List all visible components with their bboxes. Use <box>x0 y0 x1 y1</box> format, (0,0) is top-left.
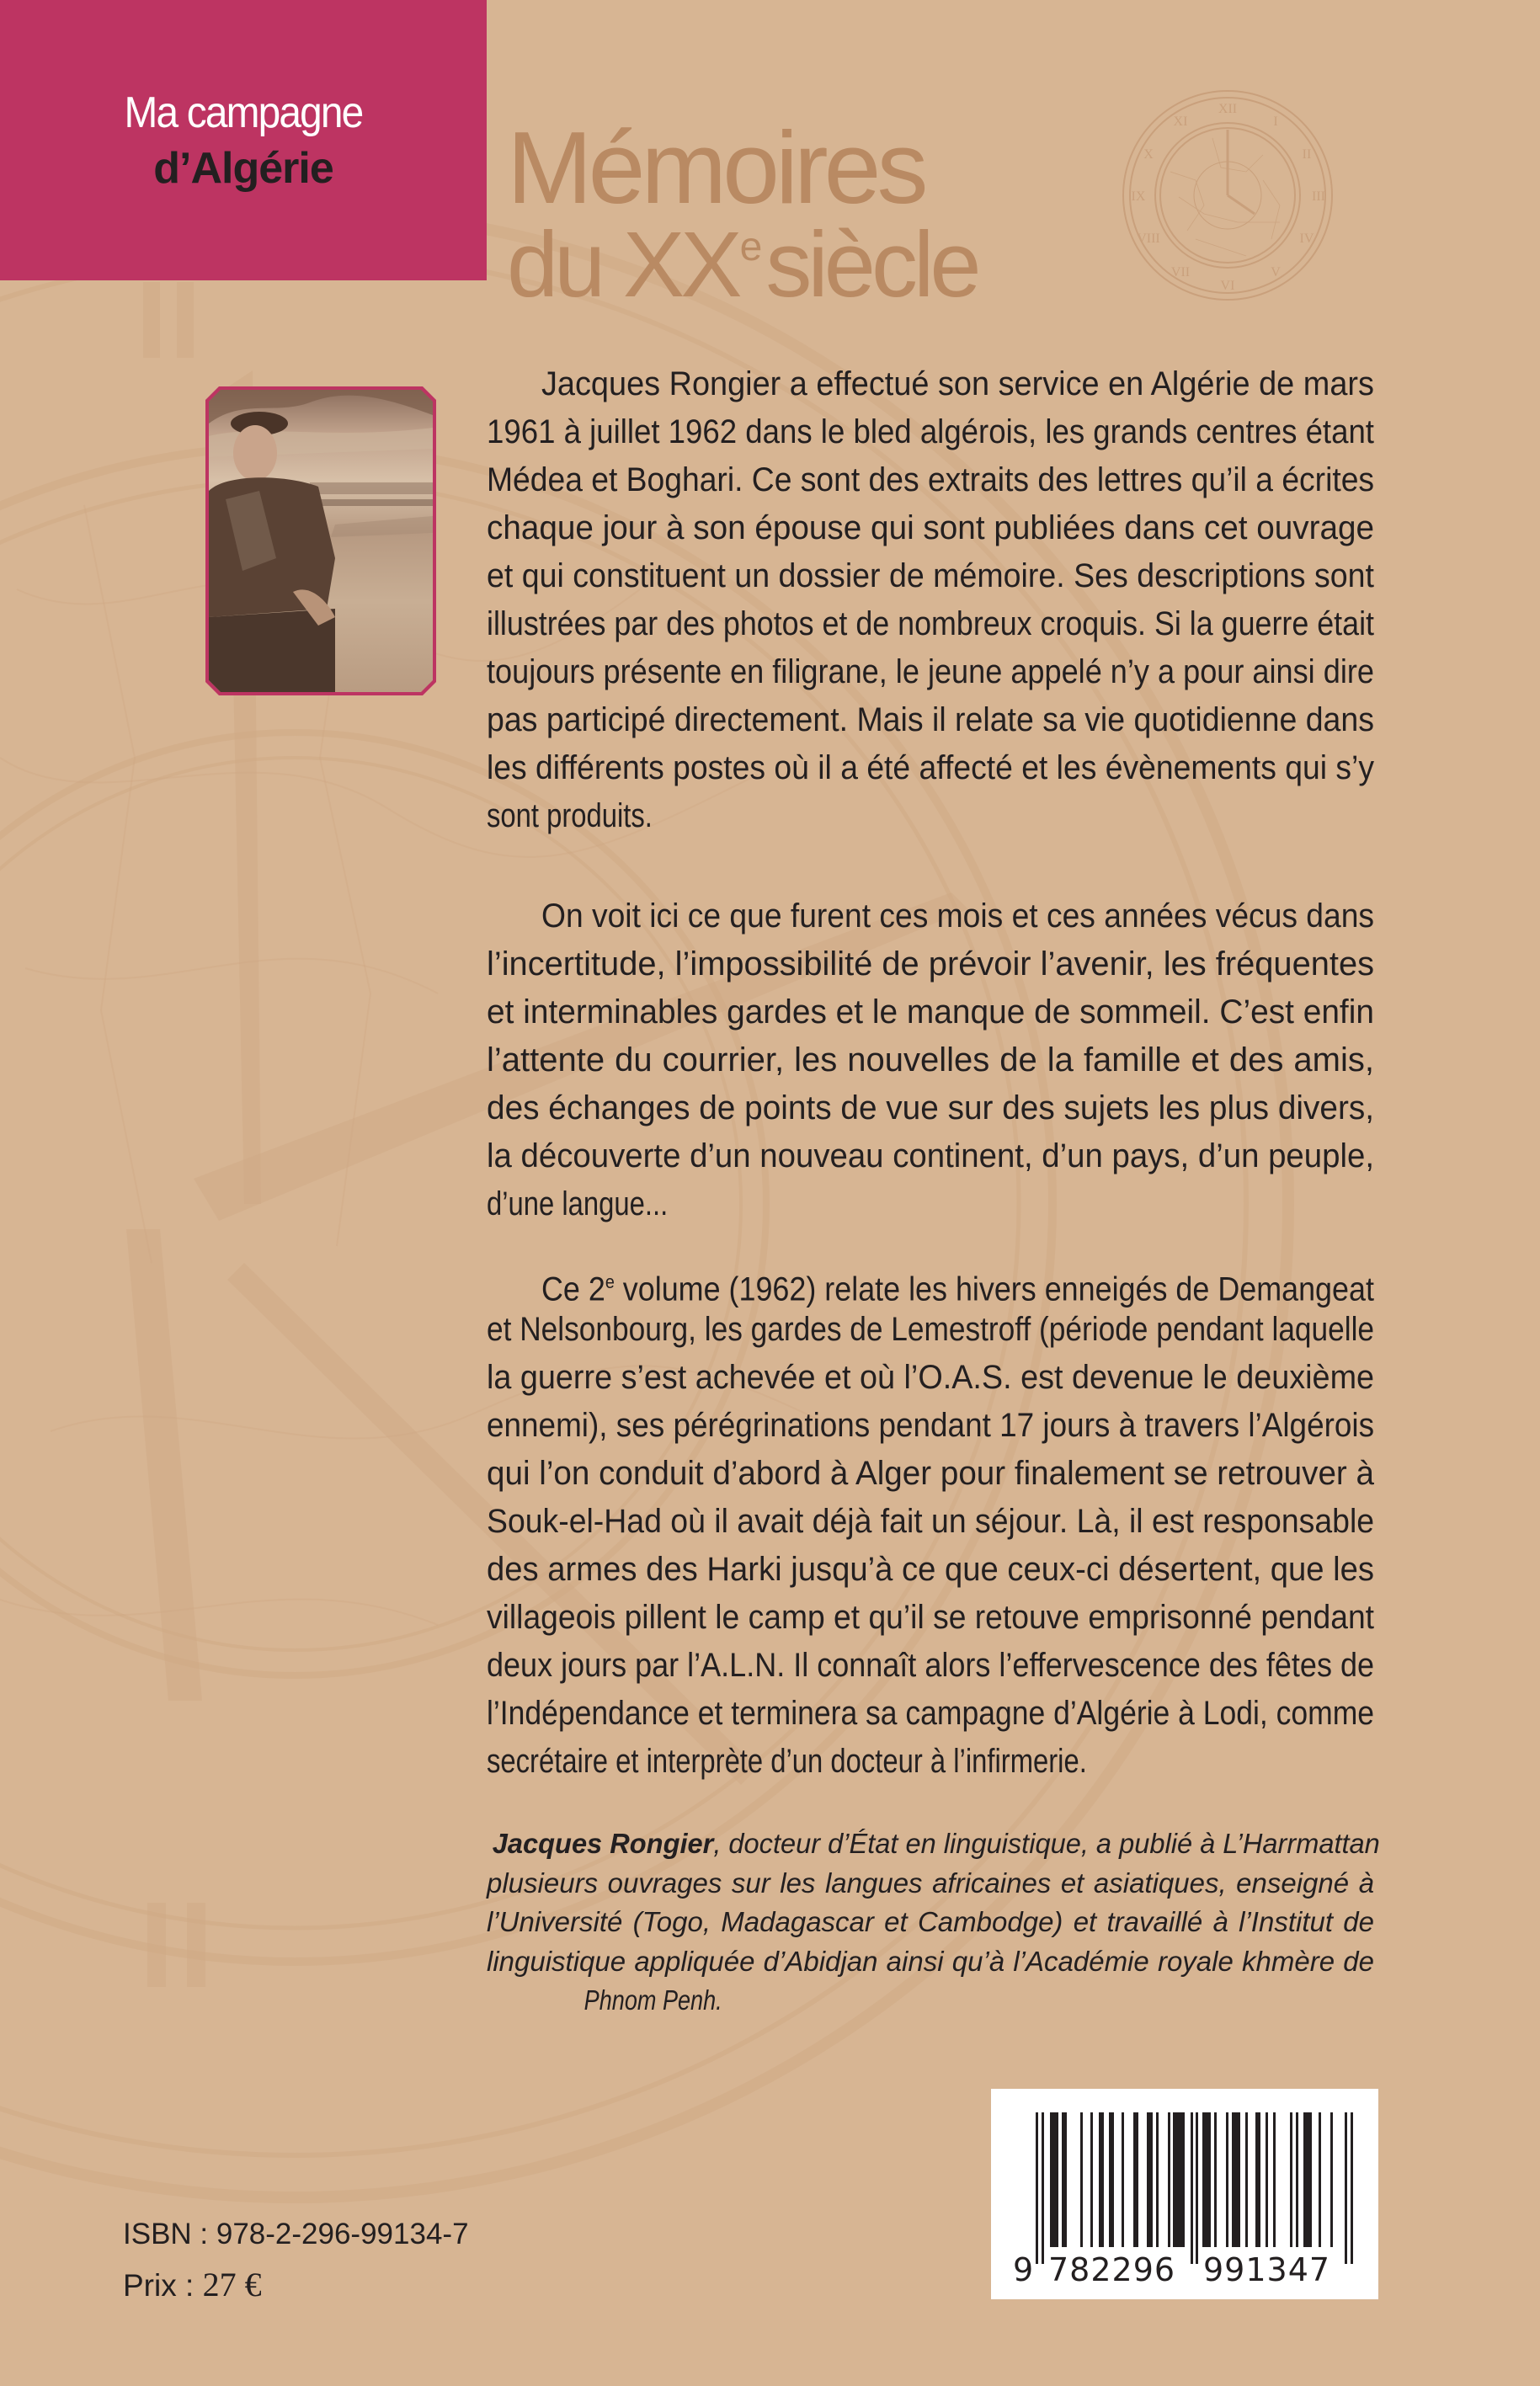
paragraph-line: illustrées par des photos et de nombreux croquis. Si la guerre était <box>487 605 1374 642</box>
ordinal-superscript: e <box>605 1271 615 1292</box>
svg-text:VIII: VIII <box>1137 232 1160 246</box>
paragraph-line: On voit ici ce que furent ces mois et ces années vécus dans <box>541 897 1375 935</box>
paragraph-line: la guerre s’est achevée et où l’O.A.S. est devenue le deuxième <box>487 1359 1375 1396</box>
svg-text:III: III <box>1312 189 1325 204</box>
clock-emblem-icon <box>1120 88 1335 303</box>
paragraph-line: des armes des Harki jusqu’à ce que ceux-ci désertent, que les <box>487 1551 1375 1588</box>
series-title-suffix: siècle <box>765 213 978 317</box>
paragraph-line: toujours présente en filigrane, le jeune appelé n’y a pour ainsi dire <box>487 653 1374 690</box>
bio-line: plusieurs ouvrages sur les langues africaines et asiatiques, enseigné à <box>487 1867 1374 1899</box>
bio-line <box>493 1824 1380 1864</box>
paragraph-line: l’Indépendance et terminera sa campagne d’Algérie à Lodi, comme <box>487 1695 1375 1732</box>
paragraph-line: villageois pillent le camp et qu’il se retouve emprisonné pendant <box>487 1599 1375 1636</box>
paragraph-line: l’incertitude, l’impossibilité de prévoir l’avenir, les fréquentes <box>487 945 1375 983</box>
paragraph-line: 1961 à juillet 1962 dans le bled algérois, les grands centres étant <box>487 413 1374 450</box>
bio-text: , docteur d’État en linguistique, a publié à L’Harrmattan <box>713 1828 1380 1859</box>
paragraph-line: des échanges de points de vue sur des sujets les plus divers, <box>487 1089 1375 1126</box>
paragraph-line: secrétaire et interprète d’un docteur à l’infirmerie. <box>487 1743 1087 1780</box>
author-photo-image <box>209 390 433 692</box>
description-paragraph-3 <box>487 1258 1374 1786</box>
paragraph-line: Médea et Boghari. Ce sont des extraits des lettres qu’il a écrites <box>487 461 1375 498</box>
barcode-digits-left: 782296 <box>1048 2251 1176 2288</box>
description-paragraph-1 <box>487 360 1374 840</box>
paragraph-line: et Nelsonbourg, les gardes de Lemestroff (période pendant laquelle <box>487 1311 1375 1348</box>
svg-text:IX: IX <box>1131 189 1146 204</box>
svg-text:I: I <box>1273 115 1278 129</box>
bio-line: Phnom Penh. <box>583 1984 722 2016</box>
paragraph-line <box>487 1258 1374 1306</box>
author-name: Jacques Rongier <box>492 1828 714 1859</box>
price-prefix: Prix : <box>123 2268 203 2303</box>
paragraph-line: Jacques Rongier a effectué son service en Algérie de mars <box>541 365 1374 402</box>
author-bio <box>487 1824 1380 2021</box>
svg-text:XI: XI <box>1173 115 1188 129</box>
price-value: 27 € <box>202 2266 262 2303</box>
paragraph-line: la découverte d’un nouveau continent, d’un pays, d’un peuple, <box>487 1137 1374 1174</box>
author-photo <box>205 386 436 695</box>
paragraph-line: deux jours par l’A.L.N. Il connaît alors l’effervescence des fêtes de <box>487 1647 1375 1684</box>
svg-text:VII: VII <box>1170 265 1191 280</box>
series-title-prefix: du XX <box>507 213 738 317</box>
bio-line: l’Université (Togo, Madagascar et Cambodge) et travaillé à l’Institut de <box>487 1906 1374 1937</box>
paragraph-line: pas participé directement. Mais il relate sa vie quotidienne dans <box>487 701 1374 738</box>
svg-text:XII: XII <box>1218 102 1238 116</box>
paragraph-line: et qui constituent un dossier de mémoire. Ses descriptions sont <box>487 557 1374 594</box>
paragraph-line: et interminables gardes et le manque de sommeil. C’est enfin <box>487 993 1374 1031</box>
paragraph-text: volume (1962) relate les hivers enneigés de Demangeat <box>614 1270 1374 1308</box>
paragraph-line: chaque jour à son épouse qui sont publiées dans cet ouvrage <box>487 509 1375 546</box>
price-label <box>123 2265 262 2304</box>
series-title-superscript: e <box>739 225 763 269</box>
paragraph-line: d’une langue... <box>487 1185 669 1222</box>
svg-text:IV: IV <box>1299 232 1314 246</box>
paragraph-line: qui l’on conduit d’abord à Alger pour finalement se retrouver à <box>487 1455 1375 1492</box>
paragraph-text: Ce 2 <box>541 1270 605 1308</box>
description-paragraph-2 <box>487 892 1374 1228</box>
svg-text:X: X <box>1143 147 1154 162</box>
book-title-line1: Ma campagne <box>124 88 363 137</box>
paragraph-line: l’attente du courrier, les nouvelles de la famille et des amis, <box>487 1041 1374 1078</box>
paragraph-line: sont produits. <box>487 797 653 834</box>
series-title-line1: Mémoires <box>507 110 925 225</box>
book-title-box <box>0 0 487 280</box>
barcode-digits-right: 991347 <box>1203 2251 1331 2288</box>
book-title-line2: d’Algérie <box>153 144 333 193</box>
paragraph-line: les différents postes où il a été affecté et les évènements qui s’y <box>487 749 1375 786</box>
paragraph-line: ennemi), ses pérégrinations pendant 17 jours à travers l’Algérois <box>487 1407 1375 1444</box>
series-title <box>507 110 978 317</box>
svg-text:VI: VI <box>1220 279 1235 293</box>
paragraph-line: Souk-el-Had où il avait déjà fait un séjour. Là, il est responsable <box>487 1503 1375 1540</box>
series-title-line2 <box>507 213 978 317</box>
barcode-bars-icon <box>991 2089 1378 2299</box>
isbn-label: ISBN : 978-2-296-99134-7 <box>123 2218 469 2250</box>
bio-line: linguistique appliquée d’Abidjan ainsi qu’à l’Académie royale khmère de <box>487 1945 1374 1977</box>
isbn-barcode <box>991 2089 1378 2299</box>
svg-text:II: II <box>1302 147 1312 162</box>
svg-text:V: V <box>1271 265 1281 280</box>
barcode-digit-first: 9 <box>1013 2251 1034 2288</box>
